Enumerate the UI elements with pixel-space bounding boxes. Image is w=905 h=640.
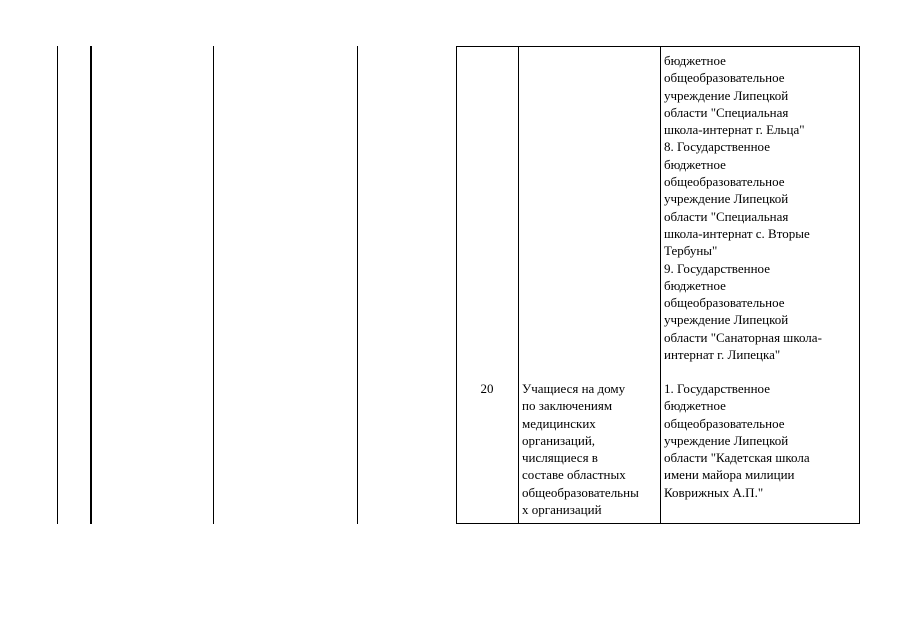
row-institutions-cell: 1. Государственное бюджетное общеобразовательное учреждение Липецкой области "Кадетская школа имени майора милиции Коврижных А.П." (664, 381, 810, 500)
left-table-border-1 (57, 46, 58, 524)
table-left-border (456, 46, 457, 524)
column-divider-1 (518, 46, 519, 524)
left-table-border-4 (357, 46, 358, 524)
institutions-continued-cell: бюджетное общеобразовательное учреждение Липецкой области "Специальная школа-интернат г. Ельца" 8. Государственное бюджетное общеобразовательное учреждение Липецкой области "Специальная школа-интернат с. Вторые Тербуны" 9. Государственное бюджетное общеобразовательное учреждение Липецкой области "Санаторная школа- интернат г. Липецка" (664, 53, 822, 363)
column-divider-2 (660, 46, 661, 524)
table-right-border (859, 46, 860, 524)
left-table-border-2 (90, 46, 92, 524)
row-category-cell: Учащиеся на дому по заключениям медицинских организаций, числящиеся в составе областных общеобразовательны х организаций (522, 381, 639, 518)
table-bottom-border (456, 523, 860, 524)
row-number-cell: 20 (480, 381, 494, 396)
table-top-border (456, 46, 860, 47)
left-table-border-3 (213, 46, 214, 524)
